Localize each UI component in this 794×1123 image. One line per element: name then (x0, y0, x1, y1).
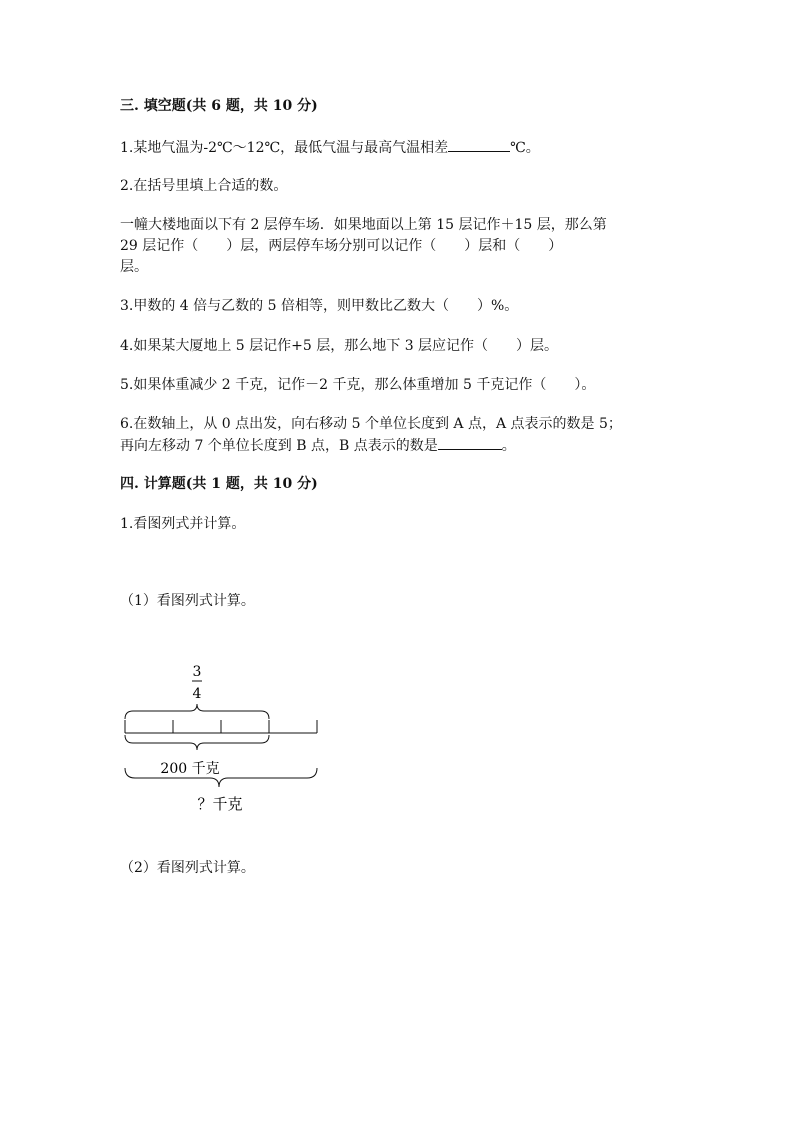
total-brace (125, 768, 317, 787)
question-6-line1: 6.在数轴上，从 0 点出发，向右移动 5 个单位长度到 A 点，A 点表示的数是 5； (120, 416, 622, 432)
sub-question-2: （2）看图列式计算。 (120, 860, 255, 876)
question-2-line1: 一幢大楼地面以下有 2 层停车场．如果地面以上第 15 层记作＋15 层，那么第 (120, 217, 607, 233)
fraction-denominator: 4 (192, 686, 202, 702)
question-1-text: 1.某地气温为-2℃～12℃，最低气温与最高气温相差 (120, 140, 449, 156)
question-1-unit: ℃。 (510, 140, 540, 156)
calc-question-1: 1.看图列式并计算。 (120, 516, 246, 532)
section3-title: 三. 填空题(共 6 题，共 10 分) (120, 98, 318, 114)
question-2-title: 2.在括号里填上合适的数。 (120, 178, 288, 194)
question-6-text: 再向左移动 7 个单位长度到 B 点，B 点表示的数是 (120, 438, 438, 454)
top-brace (125, 704, 269, 719)
question-2-line3: 层。 (120, 259, 148, 275)
question-3: 3.甲数的 4 倍与乙数的 5 倍相等，则甲数比乙数大（ ）%。 (120, 298, 519, 314)
question-5: 5.如果体重减少 2 千克，记作－2 千克，那么体重增加 5 千克记作（ ）。 (120, 377, 596, 393)
question-4: 4.如果某大厦地上 5 层记作+5 层，那么地下 3 层应记作（ ）层。 (120, 338, 559, 354)
unknown-weight-label: ？千克 (197, 795, 243, 813)
known-brace (125, 735, 269, 750)
fraction-numerator: 3 (192, 664, 202, 680)
question-6-end: 。 (501, 438, 516, 454)
section4-title: 四. 计算题(共 1 题，共 10 分) (120, 476, 318, 492)
sub-question-1: （1）看图列式计算。 (120, 593, 255, 609)
known-weight-label: 200 千克 (160, 761, 220, 777)
question-2-line2: 29 层记作（ ）层，两层停车场分别可以记作（ ）层和（ ） (120, 238, 563, 254)
